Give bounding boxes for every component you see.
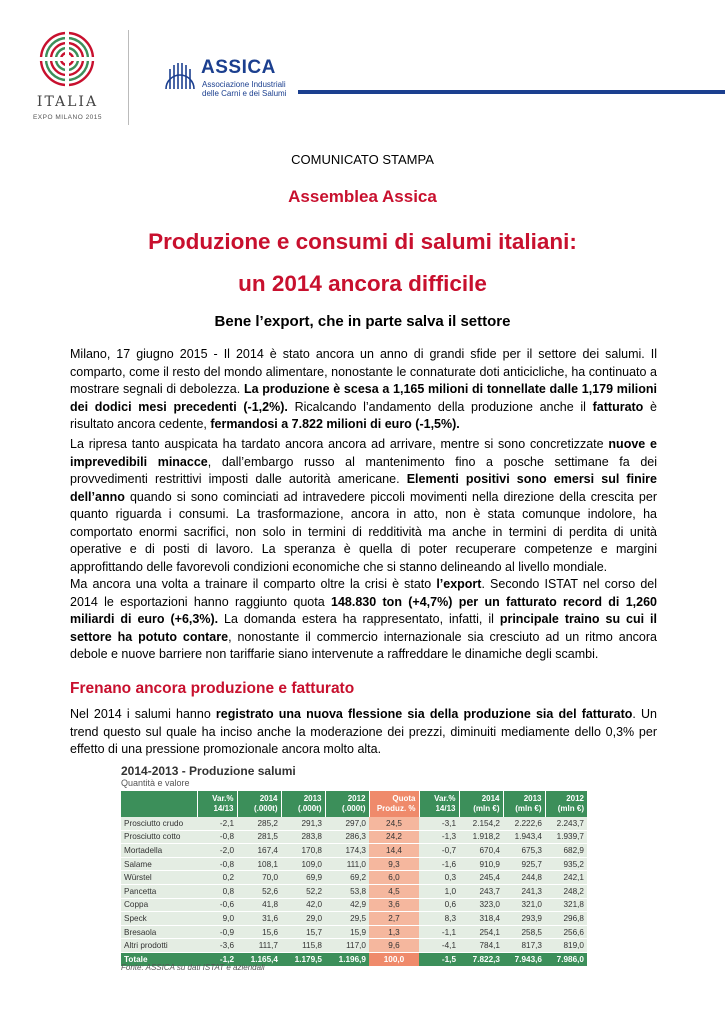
value-cell: 42,0 — [281, 898, 325, 912]
value-cell: 254,1 — [459, 925, 503, 939]
value-cell: -1,6 — [419, 857, 459, 871]
value-cell: 15,6 — [237, 925, 281, 939]
column-header: 2012 (mln €) — [545, 791, 587, 817]
value-cell: -1,3 — [419, 830, 459, 844]
value-cell: 1.179,5 — [281, 952, 325, 966]
value-cell: 29,5 — [325, 912, 369, 926]
value-cell: 321,0 — [503, 898, 545, 912]
assica-tagline-line1: Associazione Industriali — [202, 80, 286, 89]
value-cell: 248,2 — [545, 884, 587, 898]
value-cell: -0,6 — [197, 898, 237, 912]
text-run: La ripresa tanto auspicata ha tardato ancora ancora ad arrivare, mentre si sono concretizzate — [70, 437, 609, 451]
value-cell: 100,0 — [369, 952, 419, 966]
value-cell: 670,4 — [459, 844, 503, 858]
value-cell: 241,3 — [503, 884, 545, 898]
value-cell: 675,3 — [503, 844, 545, 858]
table-title: 2014-2013 - Produzione salumi — [121, 764, 296, 778]
column-header: 2012 (.000t) — [325, 791, 369, 817]
value-cell: 286,3 — [325, 830, 369, 844]
value-cell: 321,8 — [545, 898, 587, 912]
assica-logo — [160, 55, 295, 100]
text-run: fatturato — [592, 399, 644, 414]
value-cell: 910,9 — [459, 857, 503, 871]
value-cell: 256,6 — [545, 925, 587, 939]
value-cell: 819,0 — [545, 939, 587, 953]
table-row — [121, 925, 587, 939]
product-name-cell: Speck — [121, 912, 197, 926]
column-header: Quota Produz. % — [369, 791, 419, 817]
text-run: Milano, 17 giugno 2015 - Il 2014 è stato ancora un anno di grandi sfide per il settore dei salumi. Il comparto, come il resto del mondo alimentare, nonostante le connaturate doti anticicliche, ha continuato a mostrare segnali di debolezza. — [70, 347, 657, 396]
text-run: Elementi positivi sono emersi sul finire dell’anno — [70, 472, 657, 504]
value-cell: 9,0 — [197, 912, 237, 926]
paragraph-trend — [70, 706, 657, 759]
value-cell: 111,0 — [325, 857, 369, 871]
value-cell: 1,0 — [419, 884, 459, 898]
column-header: 2013 (.000t) — [281, 791, 325, 817]
value-cell: 9,6 — [369, 939, 419, 953]
value-cell: 3,6 — [369, 898, 419, 912]
paragraph-threats — [70, 436, 657, 576]
product-name-cell: Bresaola — [121, 925, 197, 939]
value-cell: 8,3 — [419, 912, 459, 926]
value-cell: 243,7 — [459, 884, 503, 898]
product-name-cell: Pancetta — [121, 884, 197, 898]
assembly-heading: Assemblea Assica — [288, 187, 437, 206]
value-cell: 291,3 — [281, 817, 325, 830]
value-cell: 42,9 — [325, 898, 369, 912]
value-cell: 174,3 — [325, 844, 369, 858]
table-body — [121, 817, 587, 966]
value-cell: 29,0 — [281, 912, 325, 926]
text-run: . Un trend questo sul quale ha inciso anche la moderazione dei prezzi, diminuiti mediamente dello 0,3% per effetto di una pressione promozionale ancora molto alta. — [70, 707, 657, 756]
value-cell: 296,8 — [545, 912, 587, 926]
expo-milano-subtitle: EXPO MILANO 2015 — [32, 114, 103, 121]
value-cell: 0,3 — [419, 871, 459, 885]
value-cell: 242,1 — [545, 871, 587, 885]
value-cell: 318,4 — [459, 912, 503, 926]
assica-tagline-line2: delle Carni e dei Salumi — [202, 89, 287, 98]
expo-italia-word: ITALIA — [36, 94, 99, 110]
value-cell: 0,2 — [197, 871, 237, 885]
product-name-cell: Altri prodotti — [121, 939, 197, 953]
value-cell: 925,7 — [503, 857, 545, 871]
value-cell: 323,0 — [459, 898, 503, 912]
table-subtitle: Quantità e valore — [121, 778, 190, 788]
table-row — [121, 884, 587, 898]
text-run: Ma ancora una volta a trainare il comparto oltre la crisi è stato — [70, 577, 437, 591]
value-cell: -0,8 — [197, 830, 237, 844]
text-run: 148.830 ton (+4,7%) per un fatturato record di 1,260 miliardi di euro (+6,3%). — [70, 594, 657, 626]
text-run: l’export — [436, 577, 482, 591]
value-cell: 15,9 — [325, 925, 369, 939]
value-cell: -0,9 — [197, 925, 237, 939]
value-cell: 258,5 — [503, 925, 545, 939]
paragraph-export — [70, 576, 657, 664]
table-row — [121, 939, 587, 953]
text-run: , dall’embargo russo al mantenimento fino a posche settimane fa dei provvedimenti restrittivi imposti dalle autorità americane. — [70, 454, 658, 486]
value-cell: 1.196,9 — [325, 952, 369, 966]
value-cell: 115,8 — [281, 939, 325, 953]
value-cell: 817,3 — [503, 939, 545, 953]
table-header-row — [121, 791, 587, 817]
value-cell: -2,0 — [197, 844, 237, 858]
value-cell: 1.165,4 — [237, 952, 281, 966]
table-row — [121, 912, 587, 926]
text-run: La domanda estera ha rappresentato, infatti, il — [218, 612, 500, 626]
table-row — [121, 857, 587, 871]
value-cell: 31,6 — [237, 912, 281, 926]
value-cell: 784,1 — [459, 939, 503, 953]
table-row — [121, 844, 587, 858]
column-header: 2013 (mln €) — [503, 791, 545, 817]
value-cell: 170,8 — [281, 844, 325, 858]
value-cell: -0,7 — [419, 844, 459, 858]
value-cell: -3,6 — [197, 939, 237, 953]
assica-column-icon — [160, 55, 200, 95]
value-cell: 7.822,3 — [459, 952, 503, 966]
main-title-line1: Produzione e consumi di salumi italiani: — [148, 229, 577, 254]
value-cell: 682,9 — [545, 844, 587, 858]
value-cell: 935,2 — [545, 857, 587, 871]
value-cell: 108,1 — [237, 857, 281, 871]
column-header: 2014 (.000t) — [237, 791, 281, 817]
value-cell: 52,6 — [237, 884, 281, 898]
text-run: . Secondo ISTAT nel corso del 2014 le esportazioni hanno raggiunto quota — [70, 577, 657, 609]
product-name-cell: Totale — [121, 952, 197, 966]
column-header: 2014 (mln €) — [459, 791, 503, 817]
table-row — [121, 871, 587, 885]
table-row — [121, 817, 587, 830]
value-cell: 111,7 — [237, 939, 281, 953]
value-cell: 9,3 — [369, 857, 419, 871]
value-cell: -1,5 — [419, 952, 459, 966]
value-cell: 15,7 — [281, 925, 325, 939]
product-name-cell: Coppa — [121, 898, 197, 912]
value-cell: 69,9 — [281, 871, 325, 885]
subtitle: Bene l’export, che in parte salva il settore — [214, 313, 511, 330]
text-run: quando si sono cominciati ad intravedere piccoli movimenti nella direzione della crescita per quanto riguarda i consumi. La trasformazione, ancora in atto, non è stata comunque indolore, ha comportato enormi sacrifici, non solo in termini di redditività ma anche in termini di perdita di unità operative e di posti di lavoro. La speranza è quella di poter recuperare competenze e margini approfittando delle favorevoli condizioni economiche che si stanno delineando al livello mondiale. — [70, 489, 657, 574]
product-name-cell: Salame — [121, 857, 197, 871]
value-cell: 0,6 — [419, 898, 459, 912]
value-cell: 281,5 — [237, 830, 281, 844]
value-cell: 53,8 — [325, 884, 369, 898]
value-cell: 69,2 — [325, 871, 369, 885]
value-cell: 2.222,6 — [503, 817, 545, 830]
value-cell: 117,0 — [325, 939, 369, 953]
text-run: principale traino su cui il settore ha potuto contare — [70, 612, 657, 644]
production-table — [121, 791, 587, 966]
table-row — [121, 898, 587, 912]
value-cell: 2,7 — [369, 912, 419, 926]
text-run: Nel 2014 i salumi hanno — [70, 707, 216, 721]
value-cell: -4,1 — [419, 939, 459, 953]
main-title-line2: un 2014 ancora difficile — [238, 271, 487, 296]
product-name-cell: Würstel — [121, 871, 197, 885]
assica-name: ASSICA — [201, 57, 276, 78]
value-cell: -2,1 — [197, 817, 237, 830]
product-name-cell: Prosciutto cotto — [121, 830, 197, 844]
value-cell: 285,2 — [237, 817, 281, 830]
text-run: La produzione è scesa a 1,165 milioni di tonnellate dalle 1,179 milioni dei dodici mesi precedenti (-1,2%). — [70, 382, 658, 414]
value-cell: 24,2 — [369, 830, 419, 844]
header-blue-rule — [298, 90, 725, 94]
table-row — [121, 830, 587, 844]
table-source-note: Fonte: ASSICA su dati ISTAT e aziendali — [121, 963, 265, 972]
value-cell: 109,0 — [281, 857, 325, 871]
expo-rosette-icon — [38, 30, 96, 88]
value-cell: 167,4 — [237, 844, 281, 858]
value-cell: 244,8 — [503, 871, 545, 885]
column-header: Var.% 14/13 — [419, 791, 459, 817]
text-run: Ricalcando l’andamento della produzione anche il — [287, 399, 593, 414]
value-cell: 1.939,7 — [545, 830, 587, 844]
text-run: , nonostante il commercio internazionale sia cresciuto ad un ritmo ancora debole e nuove barriere non tariffarie siano intervenute a raffreddare le dinamiche degli scambi. — [70, 629, 657, 661]
product-name-cell: Prosciutto crudo — [121, 817, 197, 830]
value-cell: 70,0 — [237, 871, 281, 885]
text-run: è risultato ancora cedente, — [70, 399, 657, 431]
value-cell: -3,1 — [419, 817, 459, 830]
text-run: nuove e imprevedibili minacce — [70, 437, 657, 469]
value-cell: 1.943,4 — [503, 830, 545, 844]
column-header — [121, 791, 197, 817]
press-release-label: COMUNICATO STAMPA — [291, 152, 434, 167]
paragraph-intro — [70, 346, 657, 434]
column-header: Var.% 14/13 — [197, 791, 237, 817]
value-cell: 14,4 — [369, 844, 419, 858]
value-cell: 2.154,2 — [459, 817, 503, 830]
header-divider — [128, 30, 129, 125]
product-name-cell: Mortadella — [121, 844, 197, 858]
value-cell: 297,0 — [325, 817, 369, 830]
value-cell: -0,8 — [197, 857, 237, 871]
text-run: fermandosi a 7.822 milioni di euro (-1,5%). — [210, 417, 460, 431]
value-cell: 245,4 — [459, 871, 503, 885]
value-cell: 7.943,6 — [503, 952, 545, 966]
value-cell: 2.243,7 — [545, 817, 587, 830]
value-cell: 1,3 — [369, 925, 419, 939]
value-cell: 7.986,0 — [545, 952, 587, 966]
value-cell: -1,1 — [419, 925, 459, 939]
value-cell: 283,8 — [281, 830, 325, 844]
value-cell: -1,2 — [197, 952, 237, 966]
value-cell: 1.918,2 — [459, 830, 503, 844]
value-cell: 4,5 — [369, 884, 419, 898]
value-cell: 6,0 — [369, 871, 419, 885]
value-cell: 0,8 — [197, 884, 237, 898]
expo-milano-2015-logo — [30, 30, 105, 125]
value-cell: 41,8 — [237, 898, 281, 912]
value-cell: 293,9 — [503, 912, 545, 926]
value-cell: 52,2 — [281, 884, 325, 898]
value-cell: 24,5 — [369, 817, 419, 830]
text-run: registrato una nuova flessione sia della produzione sia del fatturato — [215, 707, 633, 721]
section-heading: Frenano ancora produzione e fatturato — [70, 680, 355, 697]
